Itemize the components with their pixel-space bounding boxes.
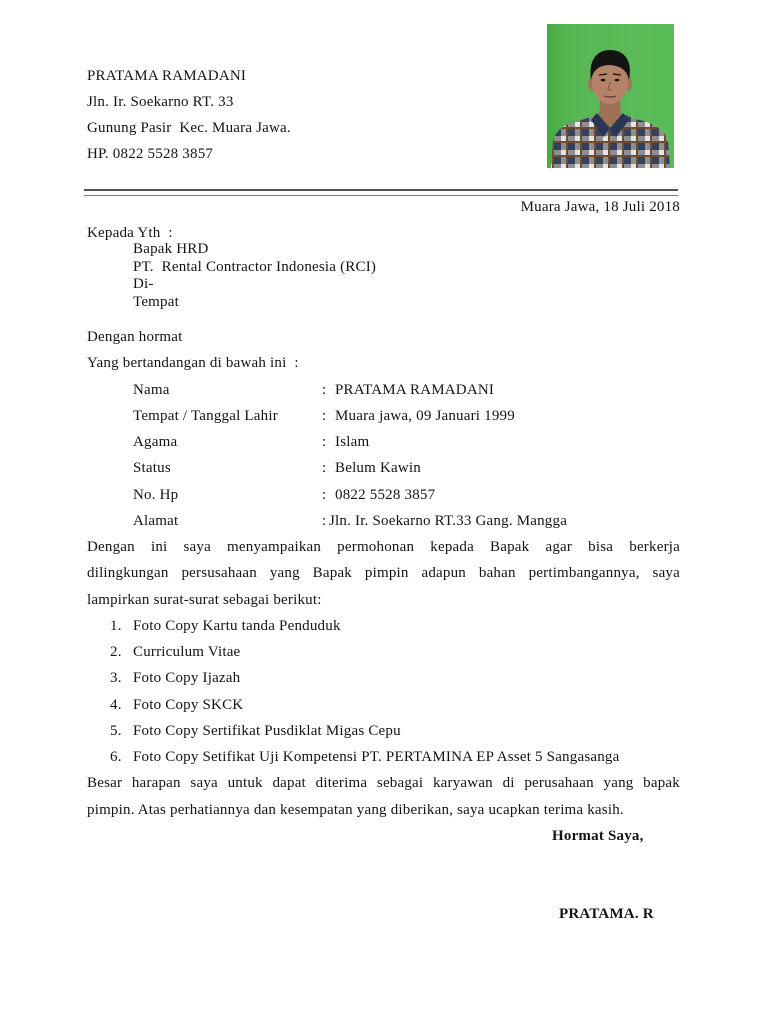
recipient-address-block bbox=[133, 241, 376, 311]
recipient-prefix: Kepada Yth : bbox=[87, 225, 173, 241]
greeting: Dengan hormat bbox=[87, 329, 183, 345]
recipient-line: Bapak HRD bbox=[133, 241, 209, 257]
attachment-number: 4. bbox=[110, 696, 122, 713]
left-eyebrow bbox=[599, 74, 607, 75]
attachment-item bbox=[87, 665, 680, 691]
identity-row bbox=[87, 403, 680, 429]
identity-colon: : bbox=[322, 434, 327, 450]
left-eye bbox=[601, 79, 606, 82]
identity-value: Muara jawa, 09 Januari 1999 bbox=[335, 407, 515, 424]
identity-value: PRATAMA RAMADANI bbox=[335, 381, 495, 398]
applicant-photo bbox=[547, 24, 674, 168]
sign-off: Hormat Saya, bbox=[552, 827, 644, 844]
identity-value: 0822 5528 3857 bbox=[335, 486, 436, 503]
request-paragraph-line: dilingkungan persusahaan yang Bapak pimpin adapun bahan pertimbangannya, saya bbox=[87, 565, 680, 582]
identity-label: Status bbox=[133, 460, 171, 477]
phone-number: HP. 0822 5528 3857 bbox=[87, 146, 214, 162]
letter-body bbox=[87, 324, 680, 849]
identity-colon: : bbox=[322, 460, 327, 477]
applicant-name: PRATAMA RAMADANI bbox=[87, 68, 247, 84]
attachment-text: Foto Copy Sertifikat Pusdiklat Migas Cepu bbox=[133, 722, 401, 739]
attachment-text: Foto Copy SKCK bbox=[133, 696, 244, 713]
right-eyebrow bbox=[613, 74, 621, 75]
attachment-text: Curriculum Vitae bbox=[133, 644, 241, 660]
attachment-text: Foto Copy Setifikat Uji Kompetensi PT. PERTAMINA EP Asset 5 Sangasanga bbox=[133, 749, 620, 765]
right-eye bbox=[615, 79, 620, 82]
attachment-item bbox=[87, 613, 680, 639]
identity-value: Belum Kawin bbox=[335, 460, 421, 477]
signature-name: PRATAMA. R bbox=[559, 906, 654, 922]
recipient-line: PT. Rental Contractor Indonesia (RCI) bbox=[133, 258, 377, 275]
closing-paragraph-line: Besar harapan saya untuk dapat diterima sebagai karyawan di perusahaan yang bapak bbox=[87, 775, 680, 792]
identity-colon: : bbox=[322, 407, 327, 424]
attachment-text: Foto Copy Kartu tanda Penduduk bbox=[133, 617, 341, 634]
identity-label: Agama bbox=[133, 434, 178, 450]
identity-colon: : bbox=[322, 486, 327, 503]
applicant-contact-block bbox=[87, 63, 291, 167]
recipient-line: Tempat bbox=[133, 293, 179, 310]
attachment-item bbox=[87, 692, 680, 718]
identity-row bbox=[87, 482, 680, 508]
intro-line: Yang bertandangan di bawah ini : bbox=[87, 355, 299, 372]
letter-date: Muara Jawa, 18 Juli 2018 bbox=[520, 199, 680, 215]
identity-label: No. Hp bbox=[133, 486, 179, 503]
identity-label: Alamat bbox=[133, 512, 179, 529]
request-paragraph-line: Dengan ini saya menyampaikan permohonan kepada Bapak agar bisa berkerja bbox=[87, 539, 680, 555]
applicant-photo-image bbox=[547, 24, 674, 168]
identity-row bbox=[87, 429, 680, 455]
recipient-line: Di- bbox=[133, 276, 154, 293]
attachment-number: 5. bbox=[110, 722, 122, 739]
request-paragraph-line: lampirkan surat-surat sebagai berikut: bbox=[87, 591, 322, 608]
identity-value: Islam bbox=[335, 434, 370, 450]
header-divider-thick bbox=[84, 189, 678, 191]
identity-value: Jln. Ir. Soekarno RT.33 Gang. Mangga bbox=[329, 512, 568, 529]
attachment-text: Foto Copy Ijazah bbox=[133, 670, 241, 687]
closing-paragraph-line: pimpin. Atas perhatiannya dan kesempatan yang diberikan, saya ucapkan terima kasih. bbox=[87, 801, 624, 818]
attachment-number: 3. bbox=[110, 670, 122, 687]
identity-label: Tempat / Tanggal Lahir bbox=[133, 407, 278, 424]
attachment-number: 1. bbox=[110, 617, 122, 634]
identity-colon: : bbox=[322, 512, 327, 529]
attachment-item bbox=[87, 718, 680, 744]
address-line-2: Gunung Pasir Kec. Muara Jawa. bbox=[87, 120, 291, 136]
attachment-item bbox=[87, 744, 680, 770]
address-line-1: Jln. Ir. Soekarno RT. 33 bbox=[87, 94, 234, 110]
attachment-number: 6. bbox=[110, 749, 122, 765]
attachment-item bbox=[87, 639, 680, 665]
identity-row bbox=[87, 455, 680, 481]
attachment-number: 2. bbox=[110, 644, 122, 660]
identity-colon: : bbox=[322, 381, 327, 398]
identity-row bbox=[87, 508, 680, 534]
identity-row bbox=[87, 377, 680, 403]
identity-label: Nama bbox=[133, 381, 170, 398]
